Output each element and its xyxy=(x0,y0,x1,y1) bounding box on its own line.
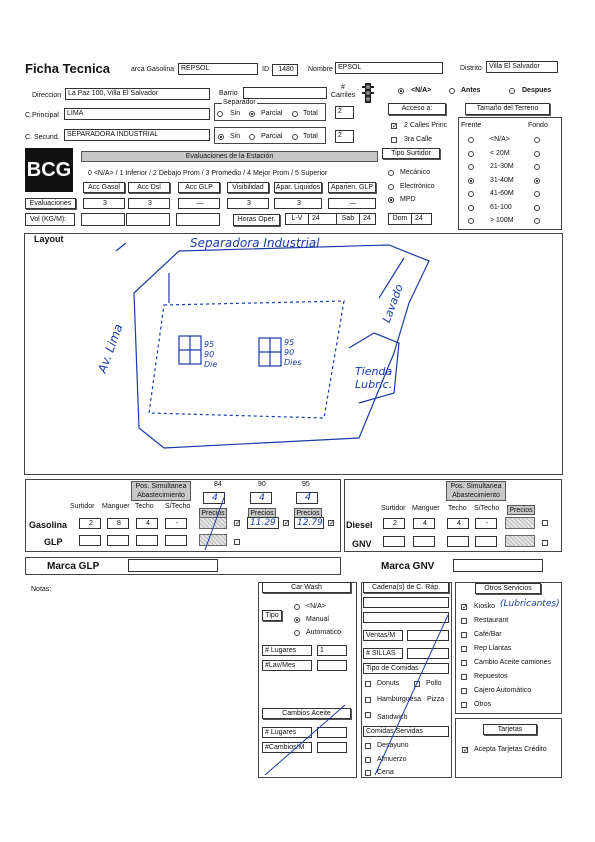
dsl-surtidor-field[interactable]: 2 xyxy=(383,518,405,529)
fondo-label: Fondo xyxy=(528,122,548,129)
otros-checkbox[interactable] xyxy=(461,632,467,638)
fondo-radio-4[interactable] xyxy=(534,191,540,197)
otros-item-label: Kiosko xyxy=(474,603,496,610)
eval-col-button[interactable]: Acc Gasol xyxy=(83,182,125,193)
terreno-size-label: 21-30M xyxy=(490,163,514,170)
cadenas-servidas-label: Comidas Servidas xyxy=(363,726,449,737)
desayuno-label: Desayuno xyxy=(377,742,409,749)
marca-gnv-label: Marca GNV xyxy=(381,561,435,572)
id-label: ID xyxy=(262,66,269,73)
eval-col-button[interactable]: Apar. Liquidos xyxy=(275,184,321,191)
gnv-stecho-field[interactable] xyxy=(475,536,497,547)
gas-stecho-field[interactable]: - xyxy=(165,518,187,529)
gas-precios-label-2: Precios xyxy=(248,508,276,518)
otros-checkbox[interactable] xyxy=(461,674,467,680)
acceso-3ra-label: 3ra Calle xyxy=(404,136,433,143)
evaluaciones-button[interactable]: Evaluaciones xyxy=(25,198,76,209)
surtidor-mpd-radio[interactable] xyxy=(388,197,394,203)
hamburguesa-label: Hamburguesa xyxy=(377,696,421,703)
gnv-techo-field[interactable] xyxy=(447,536,469,547)
frente-radio-4[interactable] xyxy=(468,191,474,197)
nombre-label: Nombre xyxy=(308,66,333,73)
direccion-field[interactable]: La Paz 100, Villa El Salvador xyxy=(65,88,210,100)
cambios-cambios-label: #Cambios/M xyxy=(262,742,312,753)
fondo-radio-6[interactable] xyxy=(534,218,540,224)
timing-na-label: <N/A> xyxy=(411,87,432,94)
sketch-label-95a: 95 xyxy=(204,340,215,349)
terreno-size-label: 61-100 xyxy=(490,203,512,211)
octane-95-label: 95 xyxy=(302,481,310,488)
terreno-panel xyxy=(458,117,562,230)
eval-col-button[interactable]: Aparien. GLP xyxy=(328,182,376,193)
frente-label: Frente xyxy=(461,122,482,129)
gas-hdr-surtidor: Surtidor xyxy=(70,503,95,510)
gas-precios-label-3: Precios xyxy=(294,508,322,518)
gasolina-label: Gasolina xyxy=(29,520,68,530)
acceso-button[interactable]: Acceso a: xyxy=(388,103,446,115)
sep1-sin-radio[interactable] xyxy=(217,111,223,117)
frente-radio-1[interactable] xyxy=(468,151,474,157)
sep1-parcial-radio[interactable] xyxy=(249,111,255,117)
eval-value-field[interactable]: — xyxy=(328,198,376,209)
dsl-techo-field[interactable]: 4 xyxy=(447,518,469,529)
surtidor-electronico-label: Electrónico xyxy=(400,183,435,190)
timing-antes-radio[interactable] xyxy=(449,88,455,94)
carwash-auto-label: Automatico xyxy=(306,629,342,636)
separador-label: Separador xyxy=(223,99,256,106)
glp-manguer-field[interactable] xyxy=(107,535,129,546)
gas-hdr-techo: Techo xyxy=(135,503,154,510)
kiosko-note: (Lubricantes) xyxy=(500,599,560,609)
frente-radio-6[interactable] xyxy=(468,218,474,224)
sandwich-checkbox[interactable] xyxy=(365,712,371,718)
timing-despues-label: Despues xyxy=(522,87,552,94)
eval-blank-field[interactable] xyxy=(176,213,220,226)
gas-precios-label-1: Precios xyxy=(199,508,227,518)
otros-item-label: Otros xyxy=(474,701,492,708)
surtidor-electronico-radio[interactable] xyxy=(388,184,394,190)
otros-checkbox[interactable] xyxy=(461,702,467,708)
tamano-terreno-button[interactable]: Tamaño del Terreno xyxy=(465,103,550,115)
sketch-label-av-lima: Av. Lima xyxy=(95,322,126,375)
carwash-na-label: <N/A> xyxy=(306,603,326,610)
glp-label: GLP xyxy=(44,537,63,547)
frente-radio-2[interactable] xyxy=(468,164,474,170)
dsl-price-checkbox[interactable] xyxy=(542,520,548,526)
eval-col-button[interactable]: Visibilidad xyxy=(227,182,269,193)
nombre-field[interactable]: EPSOL xyxy=(335,62,443,74)
gas-price-90-field[interactable]: 11.29 xyxy=(247,517,279,529)
timing-despues-radio[interactable] xyxy=(509,88,515,94)
tipo-surtidor-button[interactable]: Tipo Surtidor xyxy=(382,148,440,159)
dsl-hdr-stecho: S/Techo xyxy=(474,505,500,512)
acceso-2calles-label: 2 Calles Princ xyxy=(404,122,448,129)
gnv-surtidor-field[interactable] xyxy=(383,536,405,547)
acceso-2calles-checkbox[interactable]: ✓ xyxy=(392,123,398,130)
evaluaciones-scale: 0 <N/A> / 1 Inferior / 2 Debajo Prom / 3 Promedio / 4 Mejor Prom / 5 Superior xyxy=(88,170,328,177)
horas-oper-button[interactable]: Horas Oper. xyxy=(233,214,280,226)
lv-field[interactable] xyxy=(285,213,341,225)
desayuno-checkbox[interactable] xyxy=(365,743,371,749)
sep1-sin-label: Sin xyxy=(230,110,241,117)
cadenas-sillas-field[interactable] xyxy=(407,648,449,659)
timing-antes-label: Antes xyxy=(461,87,481,94)
pollo-checkbox[interactable] xyxy=(414,681,420,687)
carwash-title: Car Wash xyxy=(262,582,351,593)
barrio-field[interactable] xyxy=(243,87,327,99)
gas-price-90-checkbox[interactable]: ✓ xyxy=(284,520,290,527)
eval-blank-field[interactable] xyxy=(126,213,170,226)
octane-84-label: 84 xyxy=(214,481,222,488)
sab-label: Sab xyxy=(337,214,360,224)
otros-checkbox[interactable] xyxy=(461,688,467,694)
fondo-radio-3[interactable] xyxy=(534,178,540,184)
almuerzo-checkbox[interactable] xyxy=(365,757,371,763)
octane-95-count[interactable]: 4 xyxy=(296,492,318,504)
gas-price-95-field[interactable]: 12.79 xyxy=(294,517,324,529)
cambios-cambios-field[interactable] xyxy=(317,742,347,753)
glp-techo-field[interactable] xyxy=(136,535,158,546)
gas-surtidor-field[interactable]: 2 xyxy=(79,518,101,529)
glp-price-field[interactable] xyxy=(199,534,227,546)
otros-item-label: Café/Bar xyxy=(474,631,502,638)
gas-hdr-stecho: S/Techo xyxy=(165,503,191,510)
sketch-label-95b: 95 xyxy=(284,338,295,347)
timing-na-radio[interactable] xyxy=(398,88,404,94)
marca-glp-field[interactable] xyxy=(128,559,218,572)
cadenas-ventas-field[interactable] xyxy=(407,630,449,641)
dom-label: Dom xyxy=(389,214,412,224)
glp-stecho-field[interactable] xyxy=(165,535,187,546)
eval-value-field[interactable]: — xyxy=(178,198,220,209)
sep1-total-label: Total xyxy=(303,110,318,117)
gnv-price-field[interactable] xyxy=(505,535,535,547)
eval-col-button[interactable]: Acc Dsl xyxy=(128,182,170,193)
terreno-size-label: > 100M xyxy=(490,217,514,224)
carwash-auto-radio[interactable] xyxy=(294,630,300,636)
sandwich-label: Sandwich xyxy=(377,714,408,721)
gas-price-84-checkbox[interactable]: ✓ xyxy=(235,520,241,527)
distrito-field[interactable]: Villa El Salvador xyxy=(486,61,558,73)
dsl-stecho-field[interactable]: - xyxy=(475,518,497,529)
carriles-field-2[interactable]: 2 xyxy=(335,130,354,143)
cadenas-tipo-label: Tipo de Comidas xyxy=(363,663,449,674)
frente-radio-0[interactable] xyxy=(468,137,474,143)
carwash-lavmes-field[interactable] xyxy=(317,660,347,671)
sab-field[interactable] xyxy=(336,213,376,225)
dsl-hdr-techo: Techo xyxy=(448,505,467,512)
surtidor-mecanico-label: Mecánico xyxy=(400,169,430,176)
carwash-tipo-button[interactable]: Tipo xyxy=(262,610,282,621)
evaluaciones-title: Evaluaciones de la Estación xyxy=(81,151,378,162)
sep2-sin-label: Sin xyxy=(230,133,241,140)
barrio-label: Barrio xyxy=(219,90,238,97)
vol-field[interactable] xyxy=(25,213,75,226)
direccion-label: Direccion xyxy=(32,92,62,99)
tarjetas-checkbox[interactable]: ✓ xyxy=(463,747,469,754)
gas-manguer-field[interactable]: 8 xyxy=(107,518,129,529)
donuts-checkbox[interactable] xyxy=(365,681,371,687)
c-principal-label: C.Principal xyxy=(25,112,59,119)
cadenas-field-2[interactable] xyxy=(363,612,449,623)
eval-blank-field[interactable] xyxy=(81,213,125,226)
dsl-precios-label: Precios xyxy=(507,505,535,515)
bcg-logo: BCG xyxy=(25,148,73,192)
gnv-label: GNV xyxy=(352,539,372,549)
tarjetas-button[interactable]: Tarjetas xyxy=(483,724,537,735)
traffic-light-icon xyxy=(361,82,375,108)
otros-title: Otros Servicios xyxy=(475,583,541,594)
fondo-radio-5[interactable] xyxy=(534,205,540,211)
cena-label: Cena xyxy=(377,769,394,776)
dom-value: 24 xyxy=(415,215,423,222)
sketch-label-90b: 90 xyxy=(284,348,295,357)
carwash-lugares-label: # Lugares xyxy=(262,645,312,656)
terreno-size-label: 31-40M xyxy=(490,176,514,184)
otros-item-label: Cajero Automático xyxy=(474,687,532,694)
glp-surtidor-field[interactable] xyxy=(79,535,101,546)
sep2-total-label: Total xyxy=(303,133,318,140)
cadenas-field-1[interactable] xyxy=(363,597,449,608)
c-secund-field[interactable]: SEPARADORA INDUSTRIAL xyxy=(64,129,210,141)
sep2-sin-radio[interactable] xyxy=(218,134,224,140)
gas-pos-simultanea: Pos. Simultanea Abastecimiento xyxy=(131,481,191,501)
cadenas-sillas-label: # SILLAS xyxy=(363,648,403,659)
acceso-3ra-checkbox[interactable] xyxy=(391,137,397,143)
dom-field[interactable] xyxy=(388,213,432,225)
otros-checkbox[interactable] xyxy=(461,618,467,624)
sep2-parcial-label: Parcial xyxy=(261,133,283,140)
sketch-label-90a: 90 xyxy=(204,350,215,359)
c-principal-field[interactable]: LIMA xyxy=(64,108,210,120)
sketch-label-separadora: Separadora Industrial xyxy=(190,236,320,250)
fondo-radio-0[interactable] xyxy=(534,137,540,143)
cambios-lugares-field[interactable] xyxy=(317,727,347,738)
tarjetas-label: Acepta Tarjetas Crédito xyxy=(474,746,547,753)
glp-price-checkbox[interactable] xyxy=(234,539,240,545)
sep1-total-radio[interactable] xyxy=(292,111,298,117)
octane-90-count[interactable]: 4 xyxy=(250,492,272,504)
eval-value-field[interactable]: 3 xyxy=(227,198,269,209)
otros-item-label: Rep Llantas xyxy=(474,645,512,652)
almuerzo-label: Almuerzo xyxy=(377,756,407,763)
fondo-radio-1[interactable] xyxy=(534,151,540,157)
carwash-lavmes-label: #Lav/Mes xyxy=(262,660,312,671)
pollo-label: Pollo xyxy=(426,680,442,687)
sab-value: 24 xyxy=(363,215,371,222)
cambios-lugares-label: # Lugares xyxy=(262,727,312,738)
diesel-label: Diesel xyxy=(346,520,373,530)
cena-checkbox[interactable] xyxy=(365,770,371,776)
cadenas-ventas-label: Ventas/M xyxy=(363,630,403,641)
id-field[interactable]: 1480 xyxy=(272,64,298,76)
sep2-total-radio[interactable] xyxy=(292,134,298,140)
gnv-price-checkbox[interactable] xyxy=(542,540,548,546)
dsl-price-field[interactable] xyxy=(505,517,535,529)
gas-hdr-manguer: Manguer xyxy=(102,503,130,510)
distrito-label: Distrito xyxy=(460,65,482,72)
vol-label: Vol (KG/M): xyxy=(30,216,67,223)
marca-gnv-field[interactable] xyxy=(453,559,543,572)
notas-label: Notas: xyxy=(31,586,52,593)
surtidor-mpd-label: MPD xyxy=(400,196,416,203)
carriles-label: # Carriles xyxy=(331,84,356,99)
frente-radio-3[interactable] xyxy=(468,178,474,184)
octane-84-count[interactable]: 4 xyxy=(203,492,225,504)
carwash-lugares-field[interactable]: 1 xyxy=(317,645,347,656)
otros-item-label: Cambio Aceite camiones xyxy=(474,659,552,666)
eval-value-field[interactable]: 3 xyxy=(128,198,170,209)
carwash-na-radio[interactable] xyxy=(294,604,300,610)
gas-price-84-field[interactable] xyxy=(199,517,227,529)
sep2-parcial-radio[interactable] xyxy=(249,134,255,140)
otros-checkbox[interactable] xyxy=(461,646,467,652)
carwash-manual-radio[interactable] xyxy=(294,617,300,623)
eval-value-field[interactable]: 3 xyxy=(83,198,125,209)
lv-value: 24 xyxy=(312,215,320,222)
otros-item-label: Repuestos xyxy=(474,673,508,680)
terreno-size-label: < 20M xyxy=(490,149,510,157)
carwash-manual-label: Manual xyxy=(306,616,329,623)
dsl-hdr-surtidor: Surtidor xyxy=(381,505,406,512)
eval-value-field[interactable]: 3 xyxy=(274,198,322,209)
surtidor-mecanico-radio[interactable] xyxy=(388,170,394,176)
sketch-label-dies: Dies xyxy=(284,358,302,367)
terreno-size-label: <N/A> xyxy=(490,136,510,143)
cambios-title: Cambios Aceite xyxy=(262,708,351,719)
page-title: Ficha Tecnica xyxy=(25,61,111,76)
marca-glp-label: Marca GLP xyxy=(47,561,100,572)
marca-label: arca Gasolina xyxy=(131,66,175,73)
dsl-pos-simultanea: Pos. Simultanea Abastecimiento xyxy=(446,481,506,501)
otros-item-label: Restaurant xyxy=(474,617,509,624)
eval-col-button[interactable]: Acc GLP xyxy=(178,182,220,193)
octane-90-label: 90 xyxy=(258,481,266,488)
carriles-field-1[interactable]: 2 xyxy=(335,106,354,119)
gas-price-95-checkbox[interactable]: ✓ xyxy=(329,520,335,527)
hamburguesa-checkbox[interactable] xyxy=(365,697,371,703)
dsl-manguer-field[interactable]: 4 xyxy=(413,518,435,529)
sketch-label-die: Die xyxy=(204,360,218,369)
fondo-radio-2[interactable] xyxy=(534,164,540,170)
layout-title: Layout xyxy=(34,234,64,244)
c-secund-label: C. Secund. xyxy=(25,134,60,141)
lv-label: L-V xyxy=(286,214,309,224)
marca-field[interactable]: REPSOL xyxy=(178,63,258,75)
donuts-label: Donuts xyxy=(377,680,400,687)
otros-checkbox[interactable] xyxy=(461,660,467,666)
cadenas-title: Cadena(s) de C. Ráp. xyxy=(363,582,449,593)
sketch-label-tienda: Tienda Lubric. xyxy=(355,365,393,391)
pizza-label: Pizza xyxy=(427,696,445,703)
gas-techo-field[interactable]: 4 xyxy=(136,518,158,529)
sep1-parcial-label: Parcial xyxy=(261,110,283,117)
sketch-label-lavado: Lavado xyxy=(380,282,406,325)
dsl-hdr-manguer: Manguer xyxy=(412,505,440,512)
terreno-size-label: 41-60M xyxy=(490,190,514,197)
frente-radio-5[interactable] xyxy=(468,205,474,211)
gnv-manguer-field[interactable] xyxy=(413,536,435,547)
otros-checkbox[interactable]: ✓ xyxy=(462,604,468,611)
